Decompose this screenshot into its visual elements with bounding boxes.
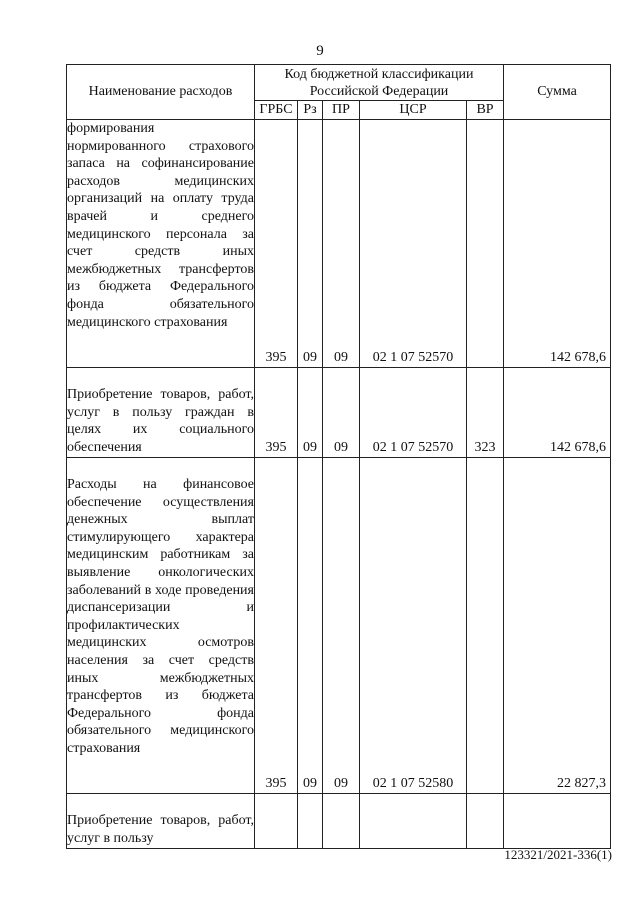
header-rz: Рз (298, 101, 323, 120)
row-name: формирования нормированного страхового запаса на софинансирование расходов медицинских организаций на оплату труда врачей и среднего медицинского персонала за счет средств иных межбюджетных трансфертов из бюджета Федерального фонда обязательного медицинского страхования (67, 120, 255, 368)
row-sum: 22 827,3 (504, 458, 611, 794)
row-sum: 142 678,6 (504, 368, 611, 458)
row-vr (467, 794, 504, 849)
budget-table (66, 64, 611, 849)
header-code-group: Код бюджетной классификации Российской Федерации (255, 65, 504, 101)
header-name: Наименование расходов (67, 65, 255, 120)
table-row (67, 458, 611, 794)
row-rz: 09 (298, 368, 323, 458)
table-row (67, 794, 611, 849)
row-grbs (255, 794, 298, 849)
row-name: Расходы на финансовое обеспечение осуществления денежных выплат стимулирующего характера медицинским работникам за выявление онкологических заболеваний в ходе проведения диспансеризации и профилактических медицинских осмотров населения за счет средств иных межбюджетных трансфертов из бюджета Федерального фонда обязательного медицинского страхования (67, 458, 255, 794)
row-grbs: 395 (255, 120, 298, 368)
row-grbs: 395 (255, 368, 298, 458)
row-csr: 02 1 07 52570 (360, 120, 467, 368)
header-grbs: ГРБС (255, 101, 298, 120)
row-vr (467, 458, 504, 794)
row-csr: 02 1 07 52580 (360, 458, 467, 794)
row-grbs: 395 (255, 458, 298, 794)
header-sum: Сумма (504, 65, 611, 120)
row-pr: 09 (323, 368, 360, 458)
page-number: 9 (316, 43, 324, 59)
table-row (67, 368, 611, 458)
row-rz: 09 (298, 458, 323, 794)
row-pr (323, 794, 360, 849)
row-vr (467, 120, 504, 368)
row-sum: 142 678,6 (504, 120, 611, 368)
row-csr (360, 794, 467, 849)
row-name: Приобретение товаров, работ, услуг в пользу граждан в целях их социального обеспечения (67, 368, 255, 458)
row-sum (504, 794, 611, 849)
row-vr: 323 (467, 368, 504, 458)
document-code: 123321/2021-336(1) (504, 847, 612, 862)
header-pr: ПР (323, 101, 360, 120)
row-rz: 09 (298, 120, 323, 368)
row-csr: 02 1 07 52570 (360, 368, 467, 458)
row-rz (298, 794, 323, 849)
row-pr: 09 (323, 120, 360, 368)
header-csr: ЦСР (360, 101, 467, 120)
table-row (67, 120, 611, 368)
row-pr: 09 (323, 458, 360, 794)
row-name: Приобретение товаров, работ, услуг в пользу (67, 794, 255, 849)
header-vr: ВР (467, 101, 504, 120)
